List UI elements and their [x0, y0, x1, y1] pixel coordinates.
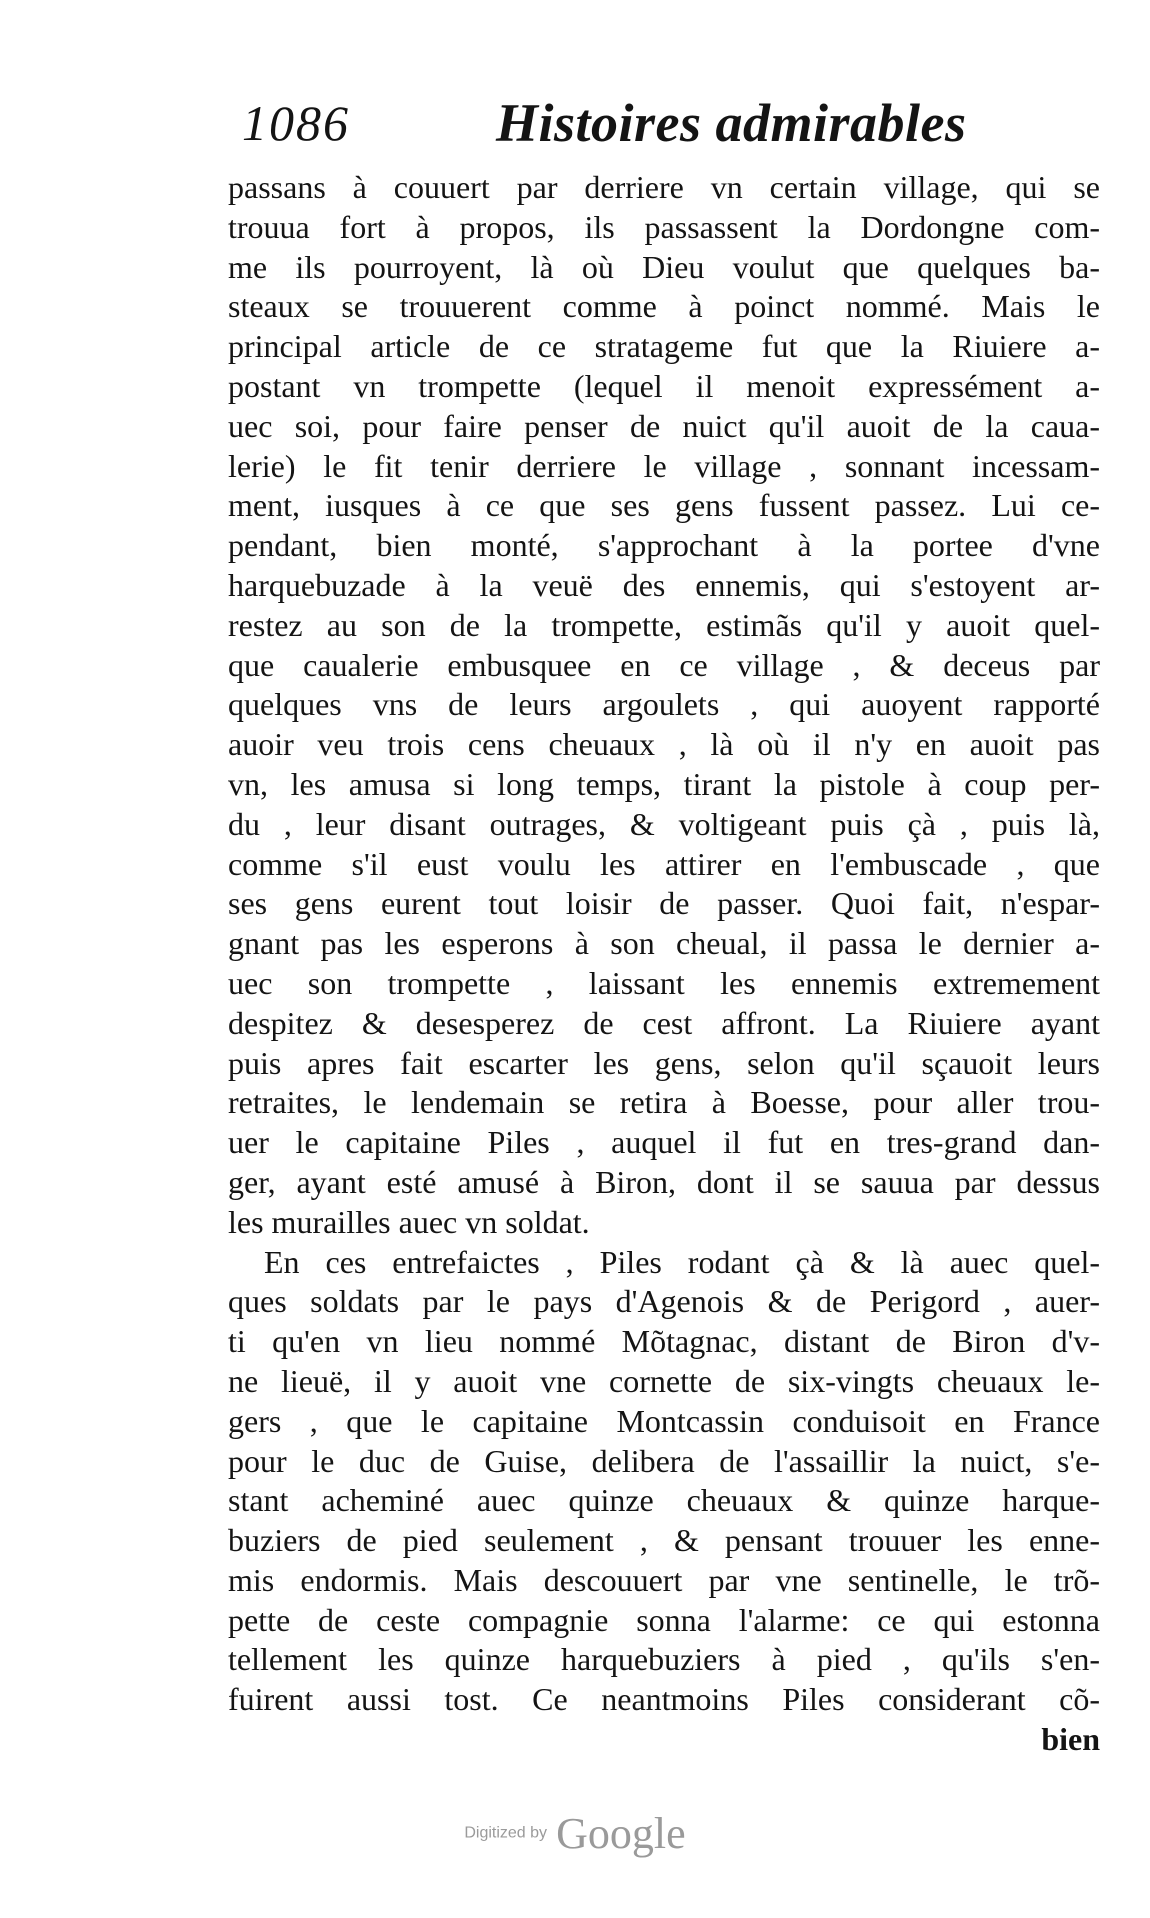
- running-head: Histoires admirables: [496, 93, 967, 153]
- text-line: despitez & desesperez de cest affront. La Riuiere ayant: [228, 1004, 1100, 1041]
- text-line: principal article de ce stratageme fut que la Riuiere a-: [228, 328, 1100, 365]
- text-line: puis apres fait escarter les gens, selon qu'il sçauoit leurs: [228, 1044, 1100, 1081]
- text-line: harquebuzade à la veuë des ennemis, qui s'estoyent ar-: [228, 566, 1100, 603]
- text-line: uec soi, pour faire penser de nuict qu'il auoit de la caua-: [228, 407, 1100, 444]
- text-line: gnant pas les esperons à son cheual, il passa le dernier a-: [228, 925, 1100, 962]
- text-line: pendant, bien monté, s'approchant à la portee d'vne: [228, 527, 1100, 564]
- text-line: retraites, le lendemain se retira à Boesse, pour aller trou-: [228, 1084, 1100, 1121]
- text-line: restez au son de la trompette, estimãs qu'il y auoit quel-: [228, 606, 1100, 643]
- text-line: comme s'il eust voulu les attirer en l'embuscade , que: [228, 845, 1100, 882]
- text-line: postant vn trompette (lequel il menoit expressément a-: [228, 367, 1100, 404]
- text-line: mis endormis. Mais descouuert par vne sentinelle, le trõ-: [228, 1561, 1100, 1598]
- text-line: du , leur disant outrages, & voltigeant puis çà , puis là,: [228, 805, 1100, 842]
- text-line: les murailles auec vn soldat.: [228, 1203, 590, 1240]
- text-line: ne lieuë, il y auoit vne cornette de six-vingts cheuaux le-: [228, 1362, 1100, 1399]
- text-line: lerie) le fit tenir derriere le village , sonnant incessam-: [228, 447, 1100, 484]
- text-line: trouua fort à propos, ils passassent la Dordongne com-: [228, 208, 1100, 245]
- text-line: ses gens eurent tout loisir de passer. Quoi fait, n'espar-: [228, 885, 1100, 922]
- body-text: [228, 168, 1100, 1760]
- text-line: ques soldats par le pays d'Agenois & de Perigord , auer-: [228, 1283, 1100, 1320]
- text-line: tellement les quinze harquebuziers à pied , qu'ils s'en-: [228, 1641, 1100, 1678]
- text-line: uec son trompette , laissant les ennemis extremement: [228, 964, 1100, 1001]
- catchword: bien: [1041, 1721, 1100, 1758]
- watermark-prefix: Digitized by: [464, 1824, 548, 1842]
- text-line: fuirent aussi tost. Ce neantmoins Piles considerant cõ-: [228, 1681, 1100, 1718]
- text-line: ment, iusques à ce que ses gens fussent passez. Lui ce-: [228, 487, 1100, 524]
- text-line: ger, ayant esté amusé à Biron, dont il se sauua par dessus: [228, 1163, 1100, 1200]
- text-line: pour le duc de Guise, delibera de l'assaillir la nuict, s'e-: [228, 1442, 1100, 1479]
- text-line: stant acheminé auec quinze cheuaux & quinze harque-: [228, 1482, 1100, 1519]
- page-header: [228, 88, 1088, 158]
- page-number: 1086: [242, 95, 350, 151]
- google-logo: Google: [556, 1809, 686, 1858]
- text-line: steaux se trouuerent comme à poinct nommé. Mais le: [228, 288, 1100, 325]
- text-line: passans à couuert par derriere vn certain village, qui se: [228, 169, 1100, 205]
- text-line: vn, les amusa si long temps, tirant la pistole à coup per-: [228, 765, 1100, 802]
- text-line: pette de ceste compagnie sonna l'alarme: ce qui estonna: [228, 1601, 1100, 1638]
- text-line: gers , que le capitaine Montcassin conduisoit en France: [228, 1402, 1100, 1439]
- text-line: auoir veu trois cens cheuaux , là où il n'y en auoit pas: [228, 726, 1100, 763]
- text-line: ti qu'en vn lieu nommé Mõtagnac, distant de Biron d'v-: [228, 1323, 1100, 1360]
- text-line: quelques vns de leurs argoulets , qui auoyent rapporté: [228, 686, 1100, 723]
- paragraph-1: [228, 168, 1100, 1243]
- text-line: me ils pourroyent, là où Dieu voulut que quelques ba-: [228, 248, 1100, 285]
- paragraph-2: [228, 1243, 1100, 1721]
- digitized-watermark: [0, 1808, 1150, 1859]
- text-line: que caualerie embusquee en ce village , & deceus par: [228, 646, 1100, 683]
- text-line: En ces entrefaictes , Piles rodant çà & là auec quel-: [264, 1243, 1100, 1280]
- text-line: uer le capitaine Piles , auquel il fut en tres-grand dan-: [228, 1124, 1100, 1161]
- text-line: buziers de pied seulement , & pensant trouuer les enne-: [228, 1522, 1100, 1559]
